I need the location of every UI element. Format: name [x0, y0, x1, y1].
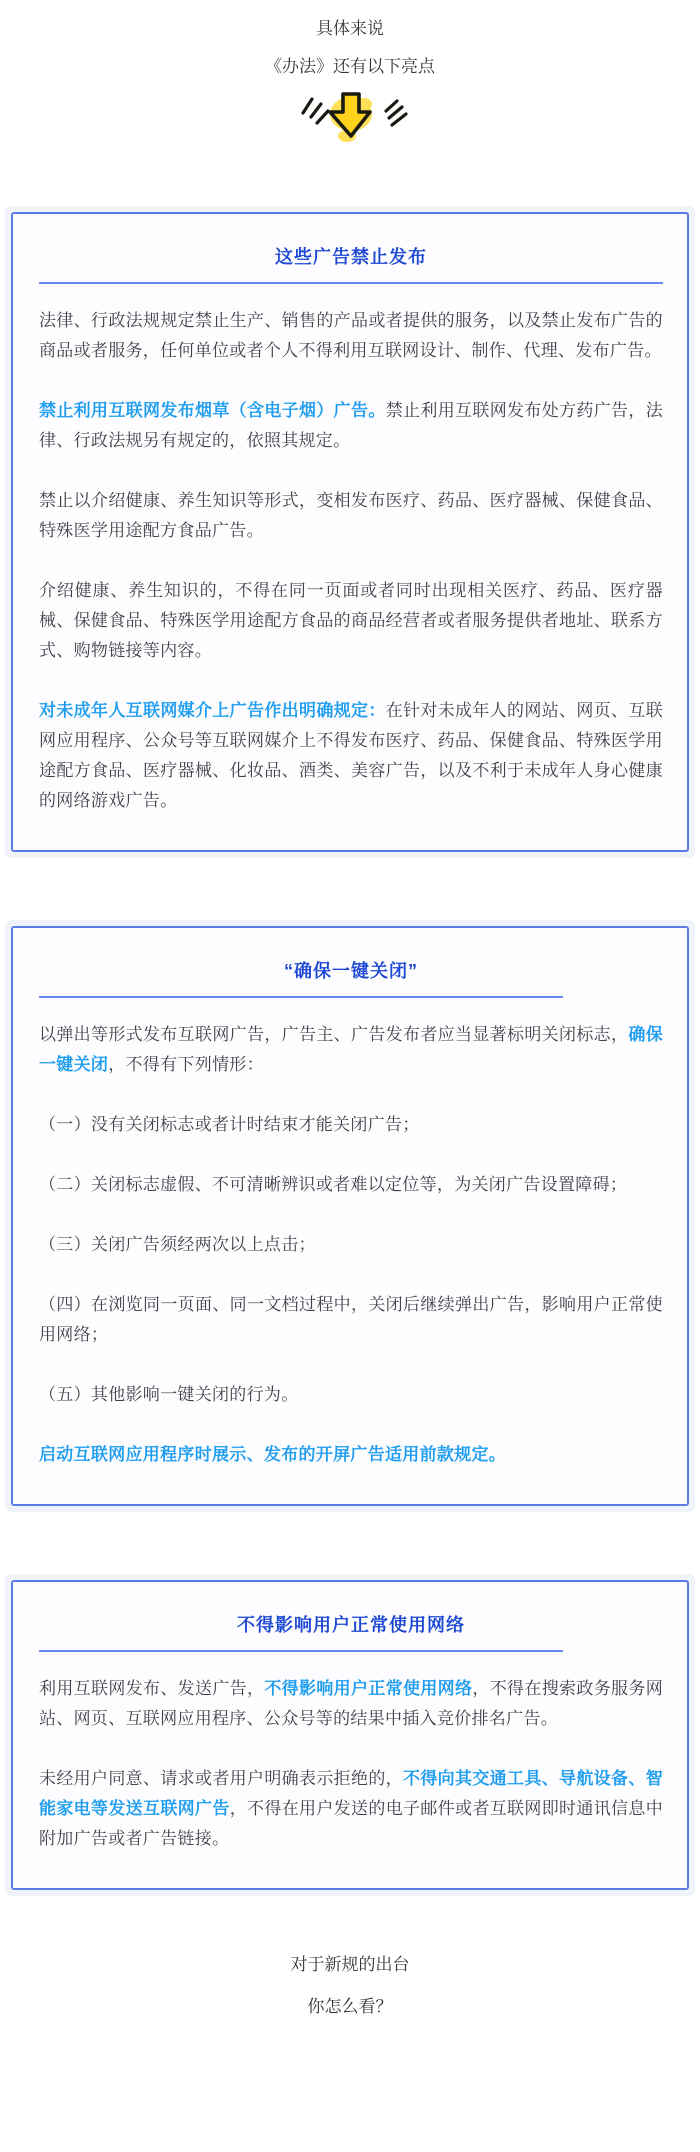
title-underline-rule: [39, 996, 563, 998]
paragraph: [39, 306, 663, 366]
title-underline-rule: [39, 282, 663, 284]
body-text: 禁止以介绍健康、养生知识等形式，变相发布医疗、药品、医疗器械、保健食品、特殊医学用途配方食品广告。: [39, 491, 663, 540]
paragraph: [39, 1230, 663, 1260]
body-text: ，不得有下列情形：: [108, 1055, 264, 1074]
body-text: （一）没有关闭标志或者计时结束才能关闭广告；: [39, 1115, 420, 1134]
paragraph: [39, 576, 663, 666]
outro-line-2: 你怎么看？: [307, 1997, 393, 2016]
paragraph: [39, 696, 663, 816]
title-underline-rule: [39, 1650, 563, 1652]
body-text: （二）关闭标志虚假、不可清晰辨识或者难以定位等，为关闭广告设置障碍；: [39, 1175, 628, 1194]
outro-line-1: 对于新规的出台: [290, 1955, 410, 1974]
emphasis-lines-right: [386, 101, 406, 125]
paragraph: [39, 1110, 663, 1140]
paragraph: [39, 1764, 663, 1854]
arrow-decoration-row: [0, 86, 700, 144]
body-text: （三）关闭广告须经两次以上点击；: [39, 1235, 316, 1254]
highlight-text: 禁止利用互联网发布烟草（含电子烟）广告。: [39, 401, 386, 420]
body-text: 利用互联网发布、发送广告，: [39, 1679, 265, 1698]
intro-line-2: 《办法》还有以下亮点: [265, 57, 435, 76]
card-body: [11, 212, 689, 852]
paragraph: [39, 486, 663, 546]
paragraph: [39, 1674, 663, 1734]
highlight-card-2: [5, 920, 695, 1512]
highlight-text: 不得影响用户正常使用网络: [264, 1679, 473, 1698]
highlight-text: 不得向其交通工具、导航设备、智能家电等发送互联网广告: [39, 1769, 663, 1818]
highlight-card-3: [5, 1574, 695, 1896]
paragraph: [39, 396, 663, 456]
body-text: 法律、行政法规规定禁止生产、销售的产品或者提供的服务，以及禁止发布广告的商品或者服务，任何单位或者个人不得利用互联网设计、制作、代理、发布广告。: [39, 311, 663, 360]
emphasis-lines-left: [303, 99, 328, 123]
paragraph: [39, 1380, 663, 1410]
down-arrow-icon: [265, 86, 435, 144]
sections: [0, 206, 700, 1896]
card-body: [11, 926, 689, 1506]
body-text: 介绍健康、养生知识的，不得在同一页面或者同时出现相关医疗、药品、医疗器械、保健食品、特殊医学用途配方食品的商品经营者或者服务提供者地址、联系方式、购物链接等内容。: [39, 581, 663, 660]
card-title: “确保一键关闭”: [284, 961, 418, 981]
card-title: 这些广告禁止发布: [275, 247, 427, 267]
intro-line-1: 具体来说: [316, 19, 384, 38]
body-text: （四）在浏览同一页面、同一文档过程中，关闭后继续弹出广告，影响用户正常使用网络；: [39, 1295, 663, 1344]
highlight-text: 启动互联网应用程序时展示、发布的开屏广告适用前款规定。: [39, 1445, 507, 1464]
body-text: 禁止利用互联网发布处方药广告，法律、行政法规另有规定的，依照其规定。: [39, 401, 663, 450]
body-text: （五）其他影响一键关闭的行为。: [39, 1385, 299, 1404]
body-text: 在针对未成年人的网站、网页、互联网应用程序、公众号等互联网媒介上不得发布医疗、药品、保健食品、特殊医学用途配方食品、医疗器械、化妆品、酒类、美容广告，以及不利于未成年人身心健康的网络游戏广告。: [39, 701, 663, 810]
paragraph: [39, 1290, 663, 1350]
paragraph: [39, 1440, 663, 1470]
paragraph: [39, 1020, 663, 1080]
body-text: 以弹出等形式发布互联网广告，广告主、广告发布者应当显著标明关闭标志，: [39, 1025, 629, 1044]
body-text: ，不得在搜索政务服务网站、网页、互联网应用程序、公众号等的结果中插入竞价排名广告。: [39, 1679, 663, 1728]
highlight-card-1: [5, 206, 695, 858]
paragraph: [39, 1170, 663, 1200]
highlight-text: 确保一键关闭: [39, 1025, 663, 1074]
body-text: ，不得在用户发送的电子邮件或者互联网即时通讯信息中附加广告或者广告链接。: [39, 1799, 664, 1848]
highlight-text: 对未成年人互联网媒介上广告作出明确规定：: [39, 701, 386, 720]
card-title: 不得影响用户正常使用网络: [237, 1615, 465, 1635]
body-text: 未经用户同意、请求或者用户明确表示拒绝的，: [39, 1769, 404, 1788]
card-body: [11, 1580, 689, 1890]
